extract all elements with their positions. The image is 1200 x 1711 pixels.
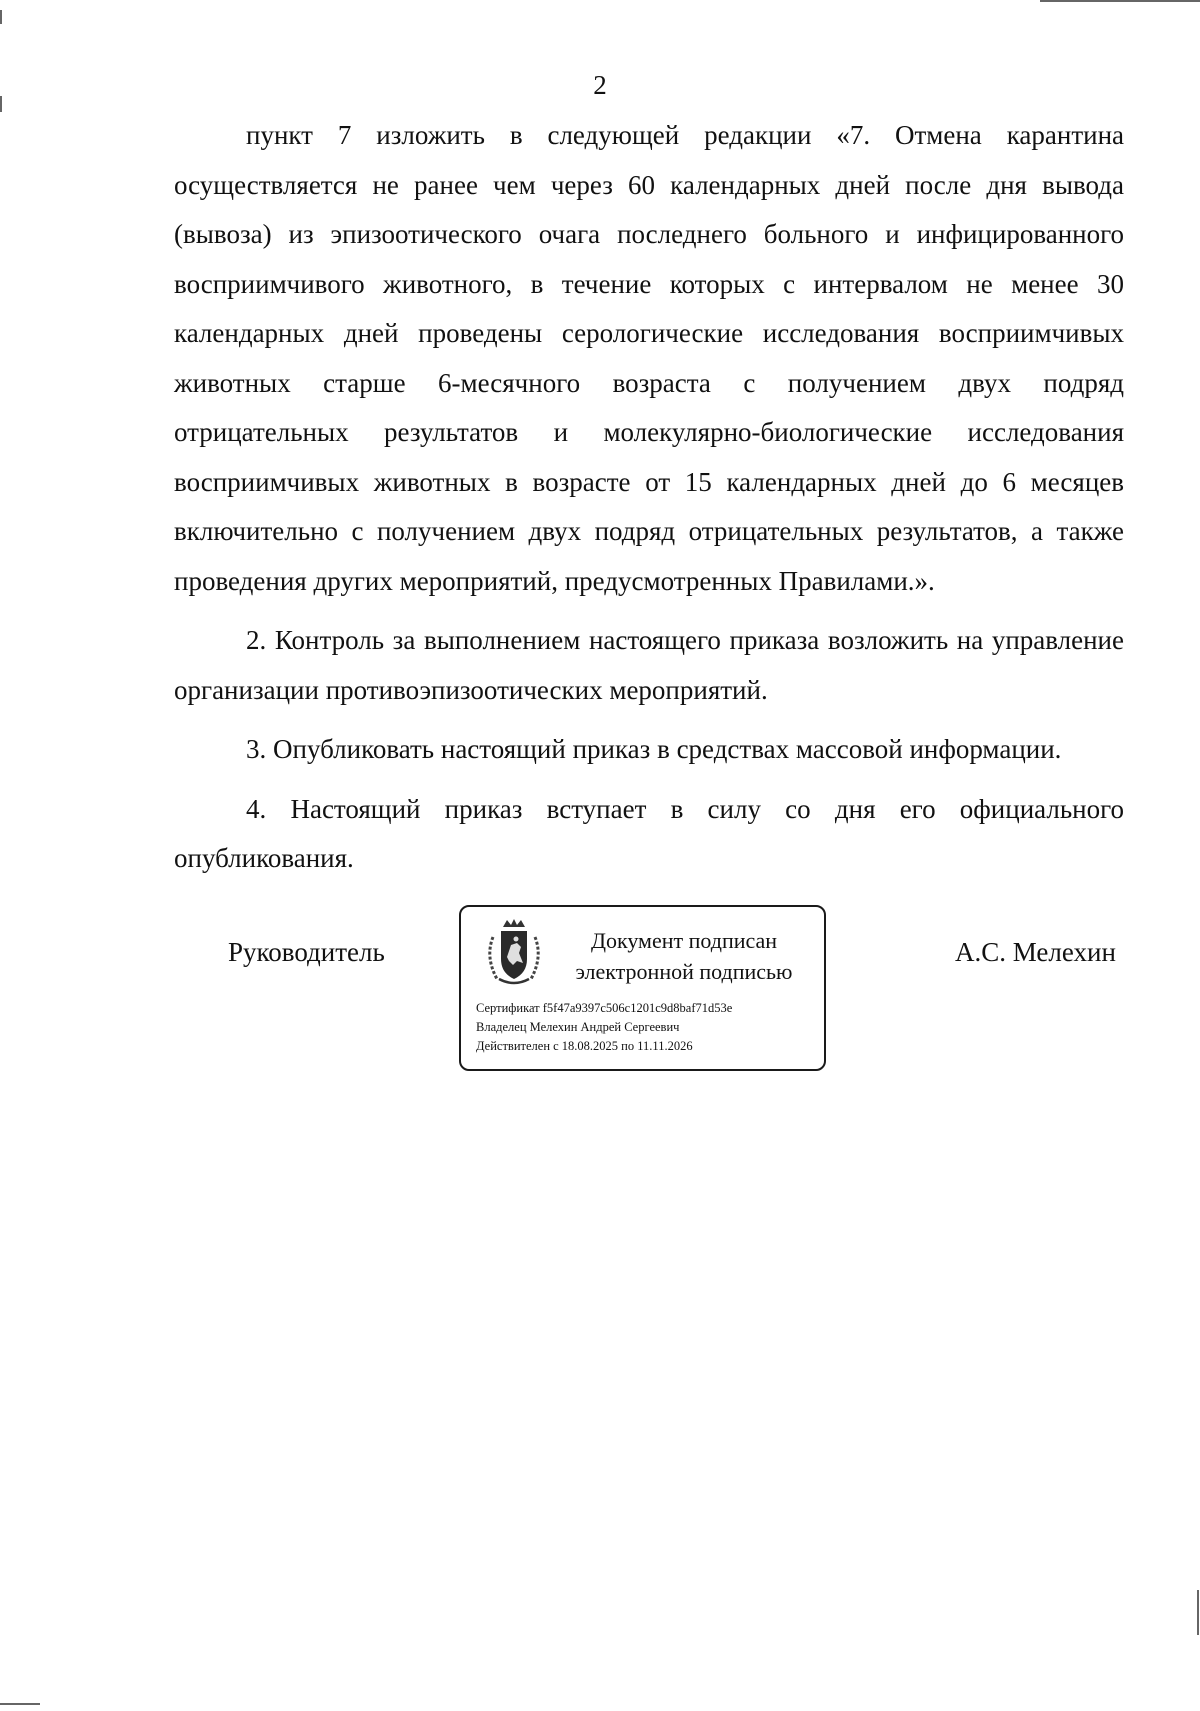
signer-position: Руководитель (228, 937, 385, 967)
paragraph-publish: 3. Опубликовать настоящий приказ в средствах массовой информации. (246, 734, 1062, 764)
stamp-validity: Действителен с 18.08.2025 по 11.11.2026 (476, 1039, 693, 1053)
page-number: 2 (593, 70, 607, 100)
stamp-heading-line-1: Документ подписан (590, 928, 778, 953)
scan-edge-mark-bottom-left (0, 1703, 40, 1705)
electronic-signature-stamp (459, 905, 826, 1071)
document-body (174, 111, 1124, 884)
stamp-owner: Владелец Мелехин Андрей Сергеевич (476, 1020, 680, 1034)
stamp-details (476, 999, 732, 1056)
scan-edge-mark-right-bottom (1197, 1590, 1199, 1635)
coat-of-arms-emblem-icon (481, 917, 547, 987)
paragraph-control: 2. Контроль за выполнением настоящего приказа возложить на управление организации противоэпизоотических мероприятий. (174, 625, 1124, 705)
stamp-heading (559, 925, 809, 987)
paragraph-amendment-point-7: пункт 7 изложить в следующей редакции «7. Отмена карантина осуществляется не ранее чем через 60 календарных дней после дня вывода (вывоза) из эпизоотического очага последнего больного и инфицированного восприимчивого животного, в течение которых с интервалом не менее 30 календарных дней проведены серологические исследования восприимчивых животных старше 6-месячного возраста с получением двух подряд отрицательных результатов и молекулярно-биологические исследования восприимчивых животных в возрасте от 15 календарных дней до 6 месяцев включительно с получением двух подряд отрицательных результатов, а также проведения других мероприятий, предусмотренных Правилами.». (174, 120, 1124, 596)
paragraph-effective: 4. Настоящий приказ вступает в силу со дня его официального опубликования. (174, 793, 1124, 873)
signer-name: А.С. Мелехин (955, 937, 1116, 967)
signature-block (0, 905, 1200, 1075)
stamp-heading-line-2: электронной подписью (575, 959, 793, 984)
scan-edge-mark-left-2 (0, 96, 2, 112)
stamp-certificate: Сертификат f5f47a9397c506c1201c9d8baf71d53e (476, 1001, 733, 1015)
scan-edge-mark-top-right (1040, 0, 1200, 2)
scan-edge-mark-left (0, 10, 2, 24)
